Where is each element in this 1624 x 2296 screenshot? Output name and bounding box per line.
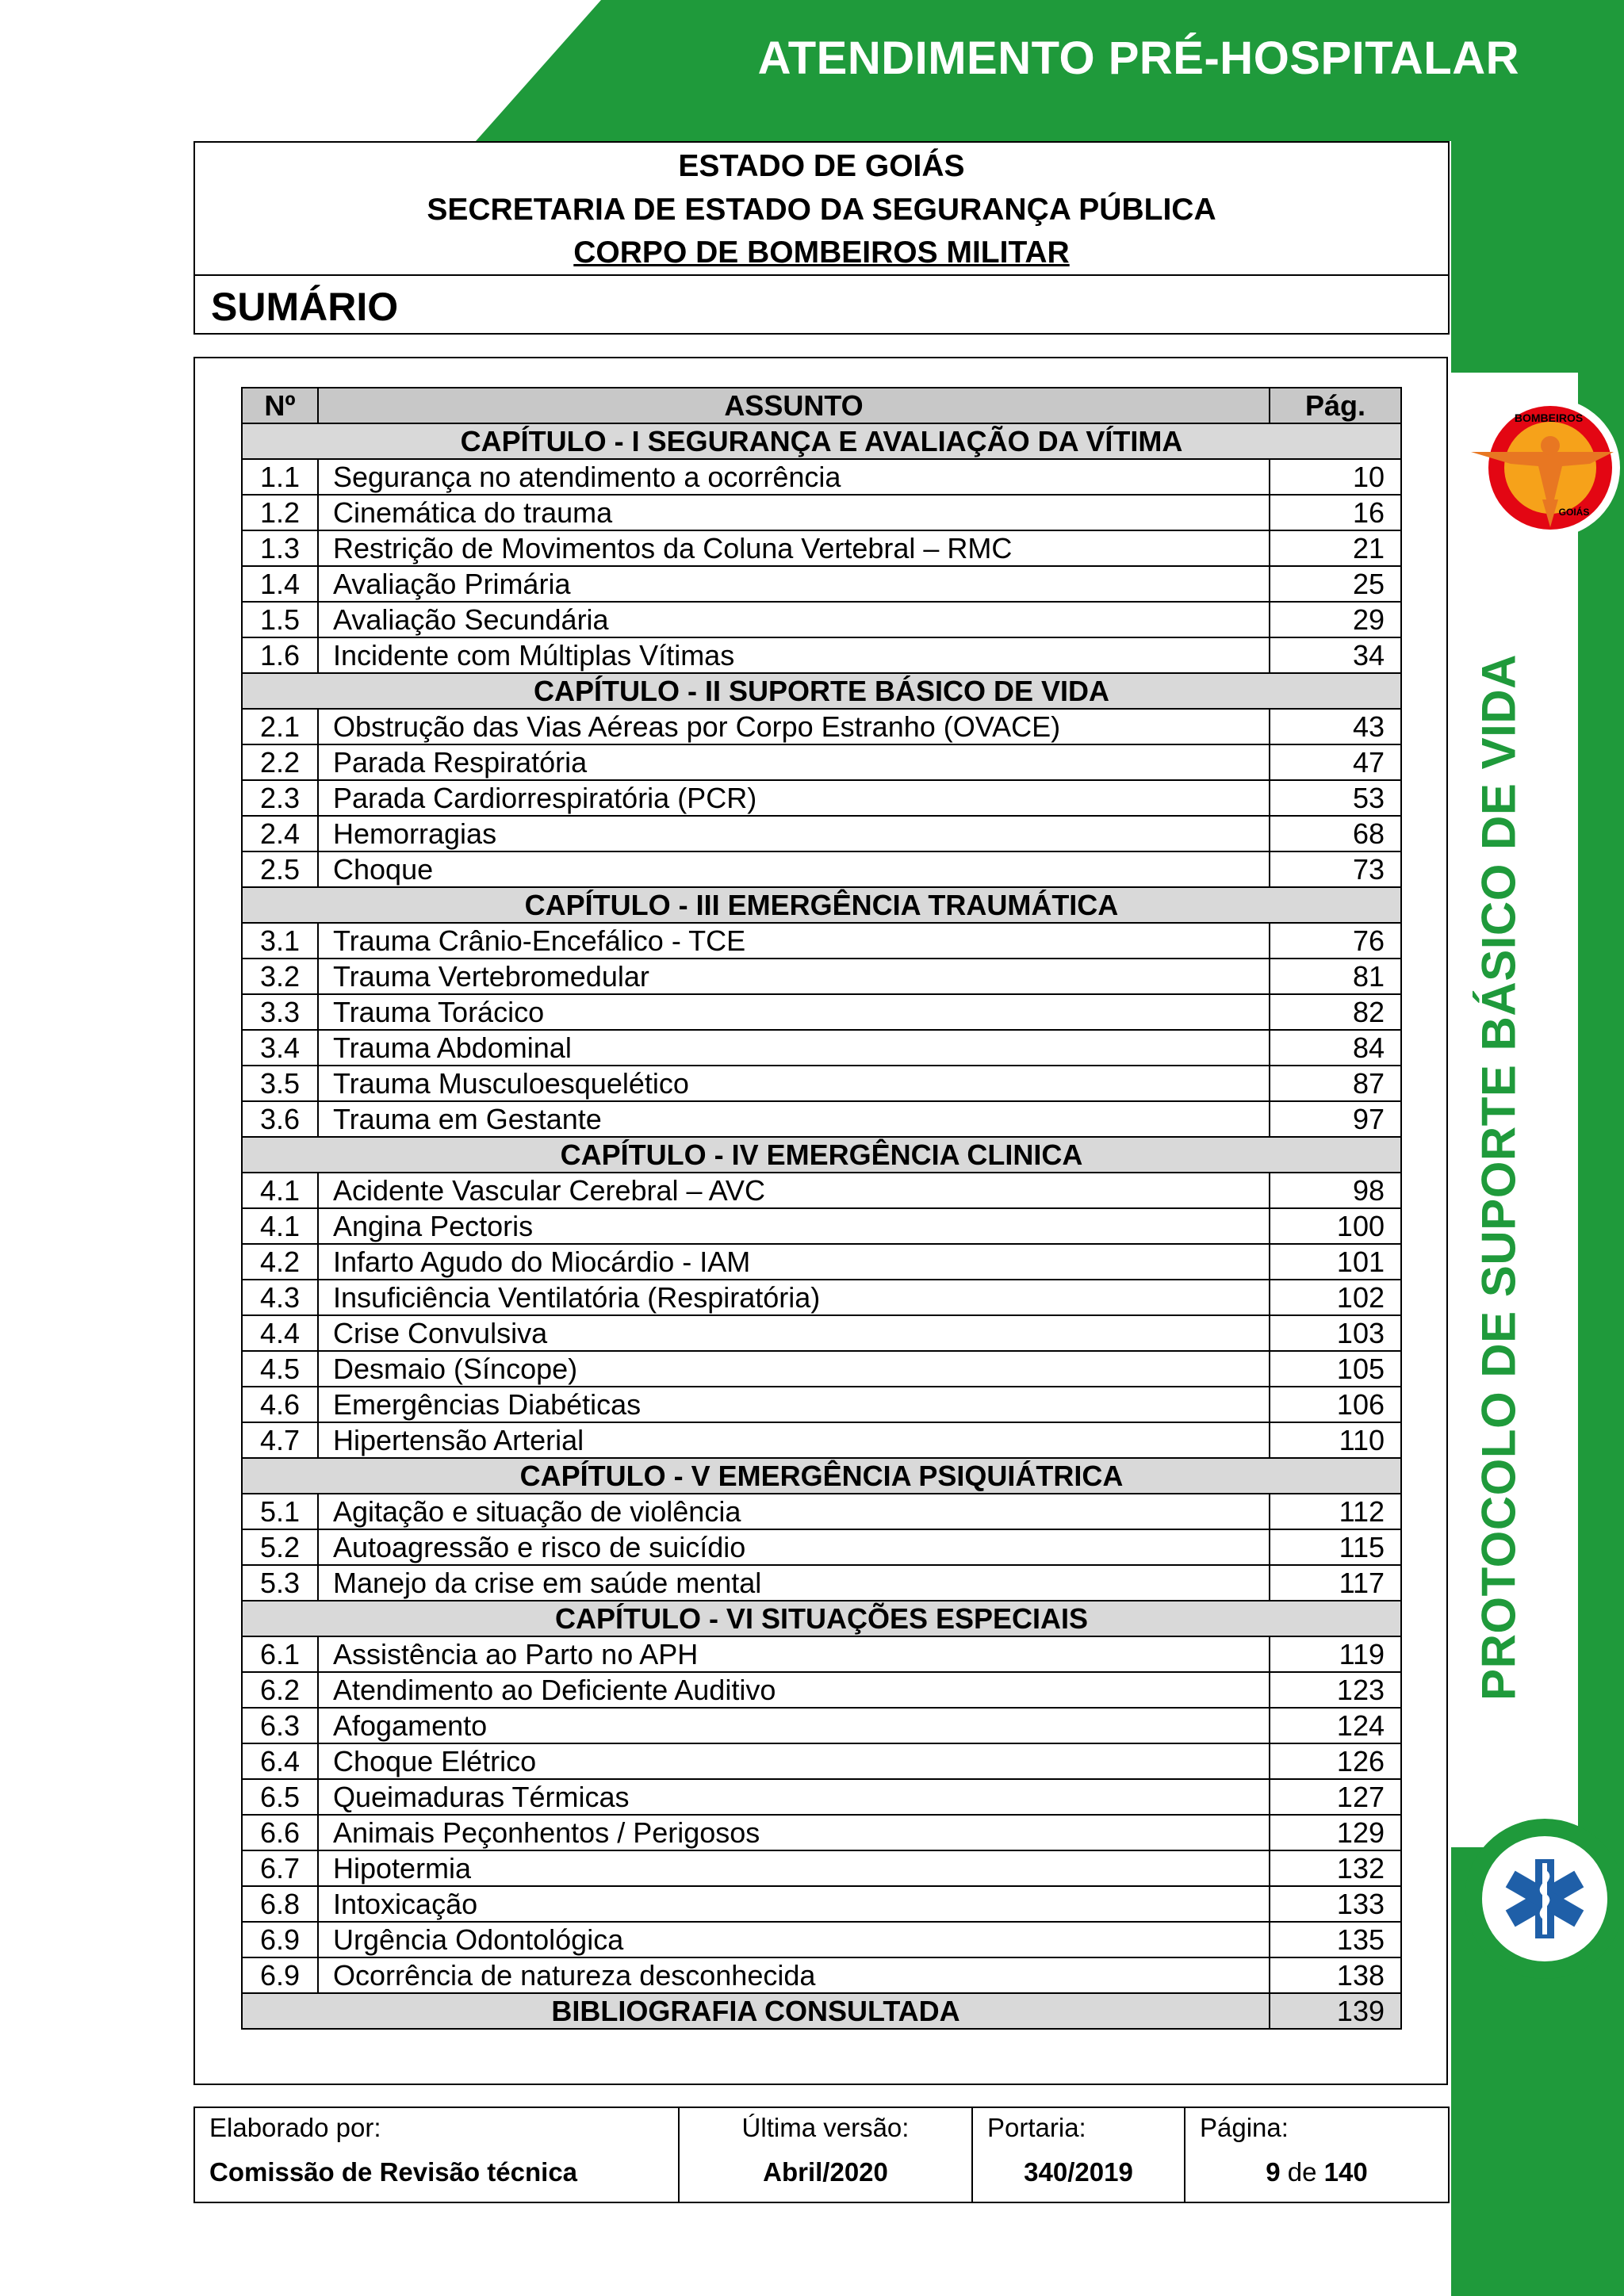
toc-subject: Queimaduras Térmicas bbox=[318, 1779, 1270, 1815]
chapter-row bbox=[242, 673, 1401, 709]
toc-number: 4.5 bbox=[242, 1351, 318, 1387]
toc-subject: Avaliação Secundária bbox=[318, 602, 1270, 637]
section-title: SUMÁRIO bbox=[211, 285, 399, 329]
chapter-title: CAPÍTULO - III EMERGÊNCIA TRAUMÁTICA bbox=[242, 887, 1401, 923]
toc-row bbox=[242, 816, 1401, 851]
footer-portaria-cell bbox=[973, 2108, 1185, 2202]
toc-page: 132 bbox=[1270, 1850, 1401, 1886]
toc-subject: Manejo da crise em saúde mental bbox=[318, 1565, 1270, 1601]
toc-subject: Emergências Diabéticas bbox=[318, 1387, 1270, 1422]
toc-subject: Trauma Abdominal bbox=[318, 1030, 1270, 1066]
toc-number: 3.4 bbox=[242, 1030, 318, 1066]
toc-subject: Hemorragias bbox=[318, 816, 1270, 851]
toc-row bbox=[242, 530, 1401, 566]
toc-page: 34 bbox=[1270, 637, 1401, 673]
toc-page: 73 bbox=[1270, 851, 1401, 887]
toc-subject: Trauma Musculoesquelético bbox=[318, 1066, 1270, 1101]
bombeiros-logo-icon bbox=[1455, 388, 1622, 555]
footer-author-label: Elaborado por: bbox=[209, 2113, 381, 2142]
bibliography-title: BIBLIOGRAFIA CONSULTADA bbox=[242, 1993, 1270, 2029]
toc-subject: Choque bbox=[318, 851, 1270, 887]
toc-number: 1.2 bbox=[242, 495, 318, 530]
toc-row bbox=[242, 1779, 1401, 1815]
toc-row bbox=[242, 1066, 1401, 1101]
toc-page: 119 bbox=[1270, 1636, 1401, 1672]
toc-subject: Incidente com Múltiplas Vítimas bbox=[318, 637, 1270, 673]
svg-text:BOMBEIROS: BOMBEIROS bbox=[1514, 411, 1584, 424]
toc-subject: Restrição de Movimentos da Coluna Vertebral – RMC bbox=[318, 530, 1270, 566]
toc-page: 29 bbox=[1270, 602, 1401, 637]
toc-number: 6.3 bbox=[242, 1708, 318, 1743]
toc-subject: Trauma Torácico bbox=[318, 994, 1270, 1030]
toc-page: 133 bbox=[1270, 1886, 1401, 1922]
table-of-contents bbox=[241, 387, 1402, 2030]
footer-portaria-value: 340/2019 bbox=[1024, 2157, 1133, 2187]
toc-row bbox=[242, 1422, 1401, 1458]
toc-number: 3.6 bbox=[242, 1101, 318, 1137]
toc-subject: Hipertensão Arterial bbox=[318, 1422, 1270, 1458]
toc-number: 3.5 bbox=[242, 1066, 318, 1101]
chapter-row bbox=[242, 1458, 1401, 1494]
toc-page: 106 bbox=[1270, 1387, 1401, 1422]
toc-row bbox=[242, 994, 1401, 1030]
footer-page-of: de bbox=[1287, 2157, 1317, 2187]
footer-page-current: 9 bbox=[1266, 2157, 1281, 2187]
toc-subject: Intoxicação bbox=[318, 1886, 1270, 1922]
toc-page: 68 bbox=[1270, 816, 1401, 851]
toc-page: 43 bbox=[1270, 709, 1401, 744]
toc-row bbox=[242, 566, 1401, 602]
toc-page: 115 bbox=[1270, 1529, 1401, 1565]
toc-subject: Infarto Agudo do Miocárdio - IAM bbox=[318, 1244, 1270, 1280]
document-footer bbox=[193, 2107, 1450, 2203]
footer-version-cell bbox=[680, 2108, 973, 2202]
toc-subject: Animais Peçonhentos / Perigosos bbox=[318, 1815, 1270, 1850]
chapter-title: CAPÍTULO - VI SITUAÇÕES ESPECIAIS bbox=[242, 1601, 1401, 1636]
document-header bbox=[193, 141, 1450, 335]
toc-number: 1.4 bbox=[242, 566, 318, 602]
toc-row bbox=[242, 1672, 1401, 1708]
toc-page: 101 bbox=[1270, 1244, 1401, 1280]
toc-page: 10 bbox=[1270, 459, 1401, 495]
toc-number: 3.2 bbox=[242, 959, 318, 994]
toc-subject: Trauma Crânio-Encefálico - TCE bbox=[318, 923, 1270, 959]
toc-subject: Segurança no atendimento a ocorrência bbox=[318, 459, 1270, 495]
toc-page: 98 bbox=[1270, 1173, 1401, 1208]
header-corps-wrap bbox=[195, 235, 1448, 270]
toc-row bbox=[242, 851, 1401, 887]
table-header-row bbox=[242, 388, 1401, 423]
toc-number: 4.1 bbox=[242, 1173, 318, 1208]
header-corps: CORPO DE BOMBEIROS MILITAR bbox=[573, 235, 1070, 270]
toc-page: 21 bbox=[1270, 530, 1401, 566]
toc-row bbox=[242, 1957, 1401, 1993]
header-secretariat: SECRETARIA DE ESTADO DA SEGURANÇA PÚBLICA bbox=[427, 193, 1216, 227]
footer-page-cell bbox=[1185, 2108, 1448, 2202]
toc-page: 81 bbox=[1270, 959, 1401, 994]
toc-number: 6.1 bbox=[242, 1636, 318, 1672]
toc-row bbox=[242, 637, 1401, 673]
toc-row bbox=[242, 780, 1401, 816]
toc-row bbox=[242, 1351, 1401, 1387]
toc-number: 5.2 bbox=[242, 1529, 318, 1565]
toc-subject: Urgência Odontológica bbox=[318, 1922, 1270, 1957]
toc-number: 2.5 bbox=[242, 851, 318, 887]
toc-number: 2.4 bbox=[242, 816, 318, 851]
toc-subject: Desmaio (Síncope) bbox=[318, 1351, 1270, 1387]
toc-number: 4.2 bbox=[242, 1244, 318, 1280]
toc-page: 112 bbox=[1270, 1494, 1401, 1529]
toc-number: 4.1 bbox=[242, 1208, 318, 1244]
toc-subject: Afogamento bbox=[318, 1708, 1270, 1743]
footer-author-cell bbox=[195, 2108, 680, 2202]
toc-number: 6.8 bbox=[242, 1886, 318, 1922]
toc-page: 97 bbox=[1270, 1101, 1401, 1137]
toc-subject: Assistência ao Parto no APH bbox=[318, 1636, 1270, 1672]
toc-subject: Acidente Vascular Cerebral – AVC bbox=[318, 1173, 1270, 1208]
toc-subject: Angina Pectoris bbox=[318, 1208, 1270, 1244]
toc-row bbox=[242, 1208, 1401, 1244]
toc-subject: Hipotermia bbox=[318, 1850, 1270, 1886]
toc-number: 4.6 bbox=[242, 1387, 318, 1422]
toc-number: 3.3 bbox=[242, 994, 318, 1030]
toc-row bbox=[242, 1315, 1401, 1351]
toc-row bbox=[242, 1101, 1401, 1137]
toc-page: 126 bbox=[1270, 1743, 1401, 1779]
aph-star-of-life-icon bbox=[1457, 1816, 1624, 1982]
toc-number: 5.1 bbox=[242, 1494, 318, 1529]
toc-number: 1.5 bbox=[242, 602, 318, 637]
toc-number: 3.1 bbox=[242, 923, 318, 959]
toc-row bbox=[242, 1886, 1401, 1922]
bibliography-row bbox=[242, 1993, 1401, 2029]
toc-number: 2.3 bbox=[242, 780, 318, 816]
toc-subject: Trauma em Gestante bbox=[318, 1101, 1270, 1137]
toc-row bbox=[242, 1815, 1401, 1850]
toc-subject: Autoagressão e risco de suicídio bbox=[318, 1529, 1270, 1565]
toc-row bbox=[242, 1922, 1401, 1957]
toc-page: 105 bbox=[1270, 1351, 1401, 1387]
footer-version-label: Última versão: bbox=[741, 2113, 910, 2142]
toc-row bbox=[242, 459, 1401, 495]
toc-subject: Trauma Vertebromedular bbox=[318, 959, 1270, 994]
toc-body bbox=[242, 423, 1401, 2029]
svg-text:GOIÁS: GOIÁS bbox=[1558, 507, 1590, 518]
toc-page: 135 bbox=[1270, 1922, 1401, 1957]
toc-subject: Cinemática do trauma bbox=[318, 495, 1270, 530]
toc-subject: Avaliação Primária bbox=[318, 566, 1270, 602]
toc-row bbox=[242, 1565, 1401, 1601]
toc-row bbox=[242, 959, 1401, 994]
toc-page: 129 bbox=[1270, 1815, 1401, 1850]
toc-subject: Ocorrência de natureza desconhecida bbox=[318, 1957, 1270, 1993]
toc-page: 123 bbox=[1270, 1672, 1401, 1708]
bibliography-page: 139 bbox=[1270, 1993, 1401, 2029]
toc-page: 87 bbox=[1270, 1066, 1401, 1101]
toc-row bbox=[242, 1743, 1401, 1779]
toc-number: 4.3 bbox=[242, 1280, 318, 1315]
toc-page: 103 bbox=[1270, 1315, 1401, 1351]
toc-number: 6.9 bbox=[242, 1922, 318, 1957]
toc-number: 6.2 bbox=[242, 1672, 318, 1708]
toc-row bbox=[242, 744, 1401, 780]
chapter-row bbox=[242, 423, 1401, 459]
toc-number: 1.3 bbox=[242, 530, 318, 566]
toc-page: 47 bbox=[1270, 744, 1401, 780]
toc-page: 124 bbox=[1270, 1708, 1401, 1743]
chapter-row bbox=[242, 887, 1401, 923]
side-vertical-title: PROTOCOLO DE SUPORTE BÁSICO DE VIDA bbox=[1472, 654, 1526, 1701]
chapter-title: CAPÍTULO - IV EMERGÊNCIA CLINICA bbox=[242, 1137, 1401, 1173]
toc-number: 4.4 bbox=[242, 1315, 318, 1351]
toc-row bbox=[242, 1529, 1401, 1565]
toc-subject: Parada Respiratória bbox=[318, 744, 1270, 780]
toc-page: 100 bbox=[1270, 1208, 1401, 1244]
toc-number: 6.7 bbox=[242, 1850, 318, 1886]
header-divider bbox=[195, 274, 1448, 276]
toc-number: 6.9 bbox=[242, 1957, 318, 1993]
toc-subject: Insuficiência Ventilatória (Respiratória) bbox=[318, 1280, 1270, 1315]
toc-page: 53 bbox=[1270, 780, 1401, 816]
toc-page: 127 bbox=[1270, 1779, 1401, 1815]
chapter-row bbox=[242, 1137, 1401, 1173]
toc-page: 110 bbox=[1270, 1422, 1401, 1458]
toc-row bbox=[242, 602, 1401, 637]
chapter-title: CAPÍTULO - V EMERGÊNCIA PSIQUIÁTRICA bbox=[242, 1458, 1401, 1494]
footer-version-value: Abril/2020 bbox=[763, 2157, 888, 2187]
footer-page-value bbox=[1185, 2157, 1448, 2187]
toc-number: 4.7 bbox=[242, 1422, 318, 1458]
footer-page-total: 140 bbox=[1323, 2157, 1368, 2187]
toc-subject: Crise Convulsiva bbox=[318, 1315, 1270, 1351]
toc-subject: Obstrução das Vias Aéreas por Corpo Estranho (OVACE) bbox=[318, 709, 1270, 744]
toc-subject: Choque Elétrico bbox=[318, 1743, 1270, 1779]
footer-author-value: Comissão de Revisão técnica bbox=[209, 2157, 578, 2187]
toc-row bbox=[242, 1850, 1401, 1886]
toc-number: 5.3 bbox=[242, 1565, 318, 1601]
toc-page: 16 bbox=[1270, 495, 1401, 530]
toc-number: 1.6 bbox=[242, 637, 318, 673]
toc-page: 76 bbox=[1270, 923, 1401, 959]
toc-page: 102 bbox=[1270, 1280, 1401, 1315]
toc-number: 6.5 bbox=[242, 1779, 318, 1815]
toc-page: 82 bbox=[1270, 994, 1401, 1030]
toc-number: 2.1 bbox=[242, 709, 318, 744]
toc-row bbox=[242, 1494, 1401, 1529]
banner-title: ATENDIMENTO PRÉ-HOSPITALAR bbox=[757, 33, 1519, 84]
col-page-header: Pág. bbox=[1270, 388, 1401, 423]
toc-page: 117 bbox=[1270, 1565, 1401, 1601]
toc-row bbox=[242, 1708, 1401, 1743]
toc-row bbox=[242, 1387, 1401, 1422]
chapter-row bbox=[242, 1601, 1401, 1636]
toc-number: 6.6 bbox=[242, 1815, 318, 1850]
chapter-title: CAPÍTULO - I SEGURANÇA E AVALIAÇÃO DA VÍTIMA bbox=[242, 423, 1401, 459]
toc-page: 84 bbox=[1270, 1030, 1401, 1066]
toc-subject: Agitação e situação de violência bbox=[318, 1494, 1270, 1529]
col-subject-header: ASSUNTO bbox=[318, 388, 1270, 423]
toc-row bbox=[242, 1636, 1401, 1672]
toc-page: 25 bbox=[1270, 566, 1401, 602]
header-state: ESTADO DE GOIÁS bbox=[678, 149, 965, 183]
chapter-title: CAPÍTULO - II SUPORTE BÁSICO DE VIDA bbox=[242, 673, 1401, 709]
toc-number: 6.4 bbox=[242, 1743, 318, 1779]
col-num-header: Nº bbox=[242, 388, 318, 423]
toc-number: 2.2 bbox=[242, 744, 318, 780]
toc-subject: Atendimento ao Deficiente Auditivo bbox=[318, 1672, 1270, 1708]
footer-portaria-label: Portaria: bbox=[987, 2113, 1086, 2142]
toc-row bbox=[242, 1030, 1401, 1066]
toc-row bbox=[242, 709, 1401, 744]
toc-row bbox=[242, 1280, 1401, 1315]
toc-subject: Parada Cardiorrespiratória (PCR) bbox=[318, 780, 1270, 816]
toc-page: 138 bbox=[1270, 1957, 1401, 1993]
toc-number: 1.1 bbox=[242, 459, 318, 495]
toc-row bbox=[242, 923, 1401, 959]
toc-row bbox=[242, 1244, 1401, 1280]
footer-page-label: Página: bbox=[1200, 2113, 1289, 2142]
toc-row bbox=[242, 495, 1401, 530]
toc-row bbox=[242, 1173, 1401, 1208]
